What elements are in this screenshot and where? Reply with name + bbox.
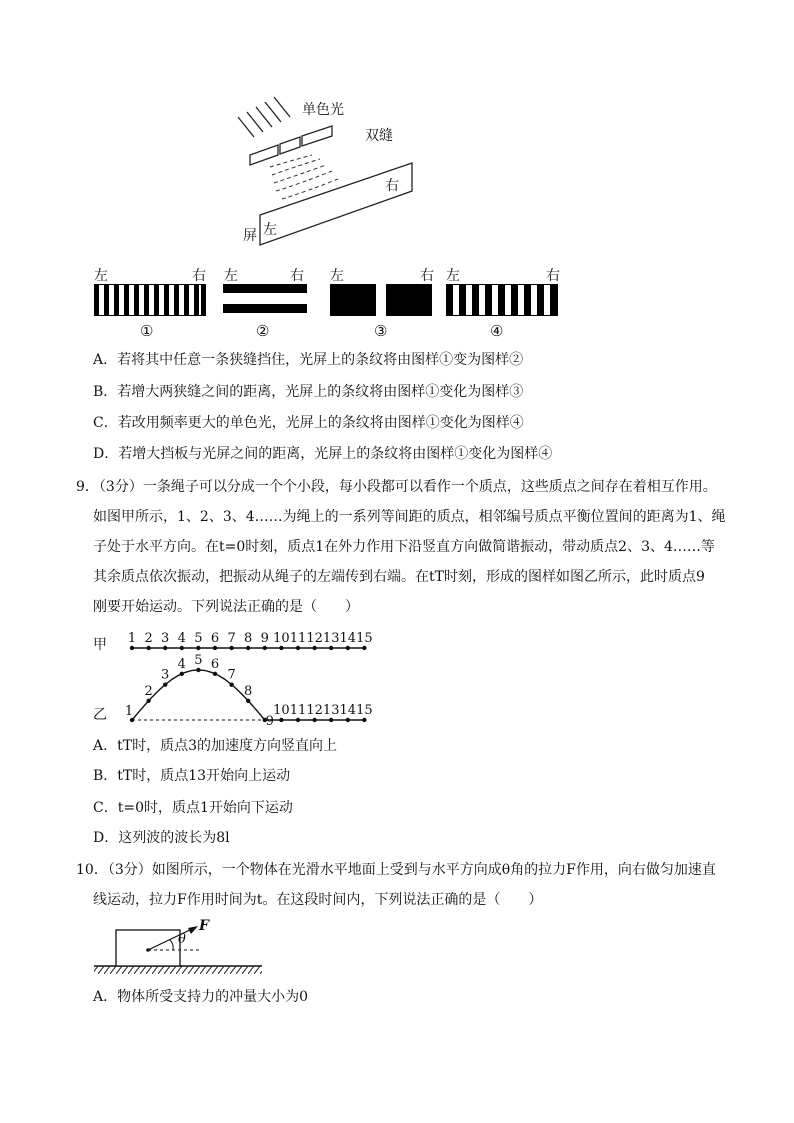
pattern1-stripes <box>94 284 206 316</box>
rope-a-point <box>180 646 184 650</box>
q10-stem <box>76 855 716 915</box>
rope-a-point <box>130 646 134 650</box>
screen-label: 屏 <box>243 228 257 244</box>
rope-b-point-label: 9 <box>265 714 274 726</box>
pattern-figures <box>90 262 570 342</box>
rope-a-point-label: 14 <box>339 631 357 646</box>
rope-a-point-label: 8 <box>244 631 253 646</box>
rope-a-point-label: 4 <box>177 631 186 646</box>
block-force-figure <box>92 918 267 980</box>
rope-a-point-label: 11 <box>289 631 307 646</box>
pattern3-stripes <box>330 284 434 316</box>
rope-a-point <box>346 646 350 650</box>
rope-a-point-label: 6 <box>210 631 220 646</box>
pattern2-left: 左 <box>224 268 238 284</box>
rope-a-point <box>213 646 217 650</box>
label-yi: 乙 <box>93 707 107 723</box>
rope-figure <box>90 624 380 726</box>
pattern3-caption: ③ <box>374 322 388 340</box>
slits-label: 双缝 <box>365 128 393 144</box>
rope-a-point <box>279 646 283 650</box>
double-slit-figure <box>230 95 420 250</box>
rope-b-point-label: 2 <box>144 683 153 699</box>
rope-b-point-label: 1 <box>124 704 134 719</box>
rope-diagram <box>90 624 380 726</box>
rope-a-point-label: 10 <box>273 631 290 646</box>
rope-b-point <box>163 682 167 686</box>
q9-line: 如图甲所示，1、2、3、4……为绳上的一系列等间距的质点，相邻编号质点平衡位置间的距离为1、绳 <box>93 509 726 525</box>
rope-a-point-label: 13 <box>322 631 340 646</box>
rope-a-point <box>296 646 300 650</box>
pattern4-stripes <box>446 284 558 316</box>
q9-option-c: C．t=0时，质点1开始向下运动 <box>93 800 293 816</box>
pattern2-right: 右 <box>290 268 304 284</box>
rope-a-point-label: 1 <box>127 631 137 646</box>
angle-label: θ <box>178 932 186 947</box>
q9-option-a: A．tT时，质点3的加速度方向竖直向上 <box>93 738 337 754</box>
rope-b-point <box>346 718 350 722</box>
screen-left-label: 左 <box>263 222 277 238</box>
rope-a-point-label: 12 <box>306 631 323 646</box>
rope-b-point <box>279 718 283 722</box>
rope-a-point-label: 15 <box>356 631 373 646</box>
pattern1-caption: ① <box>140 322 154 340</box>
pattern4-right: 右 <box>546 268 560 284</box>
rope-a-point-label: 9 <box>260 631 269 646</box>
q9-line: 子处于水平方向。在t=0时刻，质点1在外力作用下沿竖直方向做简谐振动，带动质点2、3、4……等 <box>93 539 715 555</box>
rope-a-point-label: 5 <box>194 631 203 646</box>
rope-b-point <box>329 718 333 722</box>
rope-a-point <box>163 646 167 650</box>
rope-b-point-label: 5 <box>194 653 203 668</box>
pattern2-caption: ② <box>256 322 270 340</box>
rope-a-point <box>312 646 316 650</box>
light-label: 单色光 <box>302 102 344 118</box>
rope-b-point-label: 7 <box>227 667 236 683</box>
q9-line: 其余质点依次振动，把振动从绳子的左端传到右端。在tT时刻，形成的图样如图乙所示，此时质点9 <box>93 569 705 585</box>
rope-b-point <box>296 718 300 722</box>
rope-b-point <box>213 672 217 676</box>
q8-option-d: D．若增大挡板与光屏之间的距离，光屏上的条纹将由图样①变化为图样④ <box>93 446 553 462</box>
rope-b-point <box>362 718 366 722</box>
rope-a-point <box>263 646 267 650</box>
q8-option-c: C．若改用频率更大的单色光，光屏上的条纹将由图样①变化为图样④ <box>93 415 524 431</box>
rope-b-point-label: 12 <box>306 703 323 718</box>
rope-b-point-label: 8 <box>244 683 253 699</box>
rope-a-point <box>229 646 233 650</box>
block-force-diagram <box>92 918 267 980</box>
rope-b-point <box>312 718 316 722</box>
q8-option-b: B．若增大两狭缝之间的距离，光屏上的条纹将由图样①变化为图样③ <box>93 384 524 400</box>
rope-b-point <box>180 672 184 676</box>
pattern1-left: 左 <box>94 268 108 284</box>
pattern3-right: 右 <box>420 268 434 284</box>
pattern1-right: 右 <box>192 268 206 284</box>
q9-stem <box>76 472 726 622</box>
pattern4-left: 左 <box>446 268 460 284</box>
rope-b-point <box>246 699 250 703</box>
pattern4-caption: ④ <box>490 322 504 340</box>
q8-option-a: A．若将其中任意一条狭缝挡住，光屏上的条纹将由图样①变为图样② <box>93 352 524 368</box>
force-label: F <box>199 918 209 934</box>
rope-b-point-label: 4 <box>177 656 186 672</box>
q10-line: 10．（3分）如图所示，一个物体在光滑水平地面上受到与水平方向成θ角的拉力F作用，向右做匀加速直 <box>76 862 716 878</box>
rope-b-point-label: 13 <box>322 703 340 718</box>
rope-b-point <box>196 668 200 672</box>
screen-right-label: 右 <box>385 178 399 194</box>
rope-a-point <box>246 646 250 650</box>
rope-b-point-label: 15 <box>356 703 373 718</box>
rope-b-point <box>229 682 233 686</box>
rope-a-point <box>362 646 366 650</box>
rope-a-point <box>146 646 150 650</box>
q9-line: 刚要开始运动。下列说法正确的是（ ） <box>93 599 359 615</box>
rope-b-point-label: 10 <box>273 703 290 718</box>
rope-a-point-label: 3 <box>161 631 170 646</box>
q9-line: 9．（3分）一条绳子可以分成一个个小段，每小段都可以看作一个质点，这些质点之间存在着相互作用。 <box>76 479 717 495</box>
q10-line: 线运动，拉力F作用时间为t。在这段时间内，下列说法正确的是（ ） <box>93 892 543 908</box>
rope-a-point-label: 2 <box>144 631 153 646</box>
rope-b-point <box>146 699 150 703</box>
label-jia: 甲 <box>93 637 107 653</box>
rope-b-point-label: 14 <box>339 703 357 718</box>
rope-a-point-label: 7 <box>227 631 236 646</box>
q9-option-d: D．这列波的波长为8l <box>93 830 230 846</box>
rope-b-point-label: 3 <box>161 667 170 683</box>
q10-option-a: A．物体所受支持力的冲量大小为0 <box>93 989 309 1005</box>
pattern3-left: 左 <box>330 268 344 284</box>
rope-a-point <box>196 646 200 650</box>
q9-option-b: B．tT时，质点13开始向上运动 <box>93 768 291 784</box>
pattern2-stripes <box>223 284 307 316</box>
rope-b-point-label: 11 <box>289 703 307 718</box>
rope-a-point <box>329 646 333 650</box>
rope-b-point-label: 6 <box>210 656 220 672</box>
